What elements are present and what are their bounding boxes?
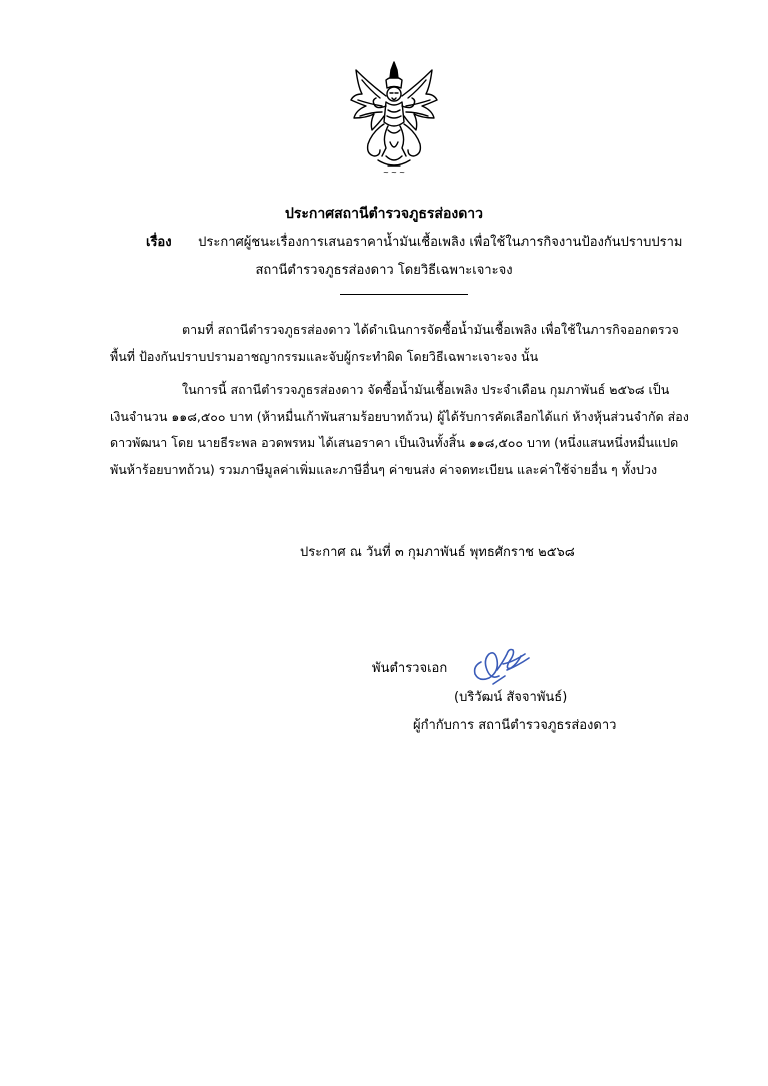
paragraph-2-line-4: พันห้าร้อยบาทถ้วน) รวมภาษีมูลค่าเพิ่มและภาษีอื่นๆ ค่าขนส่ง ค่าจดทะเบียน และค่าใช้จ่ายอื่น ๆ ทั้งปวง xyxy=(110,461,658,477)
divider-line xyxy=(340,294,468,295)
paragraph-1-line-2: พื้นที่ ป้องกันปราบปรามอาชญากรรมและจับผู้กระทำผิด โดยวิธีเฉพาะเจาะจง นั้น xyxy=(110,348,539,364)
svg-text:~ ~ ~: ~ ~ ~ xyxy=(382,169,406,177)
subject-line-1: ประกาศผู้ชนะเรื่องการเสนอราคาน้ำมันเชื้อเพลิง เพื่อใช้ในภารกิจงานป้องกันปราบปราม xyxy=(198,235,683,250)
paragraph-2-line-2: เงินจำนวน ๑๑๘,๕๐๐ บาท (ห้าหมื่นเก้าพันสามร้อยบาทถ้วน) ผู้ได้รับการคัดเลือกได้แก่ ห้างหุ้นส่วนจำกัด ส่อง xyxy=(110,408,689,424)
signature-rank: พันตำรวจเอก xyxy=(372,661,448,676)
paragraph-1 xyxy=(110,317,700,370)
subject-label: เรื่อง xyxy=(146,235,172,250)
paragraph-2 xyxy=(110,377,700,483)
signatory-position: ผู้กำกับการ สถานีตำรวจภูธรส่องดาว xyxy=(413,718,617,733)
handwritten-signature-icon xyxy=(463,640,533,686)
signatory-name: (บริวัฒน์ สัจจาพันธ์) xyxy=(454,690,568,705)
garuda-emblem-icon xyxy=(348,60,440,178)
document-title: ประกาศสถานีตำรวจภูธรส่องดาว xyxy=(284,206,484,222)
paragraph-2-line-1: ในการนี้ สถานีตำรวจภูธรส่องดาว จัดซื้อน้ำมันเชื้อเพลิง ประจำเดือน กุมภาพันธ์ ๒๕๖๘ เป็น xyxy=(182,382,670,397)
announcement-date: ประกาศ ณ วันที่ ๓ กุมภาพันธ์ พุทธศักราช ๒๕๖๘ xyxy=(300,545,575,560)
paragraph-2-line-3: ดาวพัฒนา โดย นายธีระพล อวดพรหม ได้เสนอราคา เป็นเงินทั้งสิ้น ๑๑๘,๕๐๐ บาท (หนึ่งแสนหนึ่งหมื่นแปด xyxy=(110,435,679,450)
paragraph-1-line-1: ตามที่ สถานีตำรวจภูธรส่องดาว ได้ดำเนินการจัดซื้อน้ำมันเชื้อเพลิง เพื่อใช้ในภารกิจออกตรวจ xyxy=(182,322,679,337)
subject-line-2: สถานีตำรวจภูธรส่องดาว โดยวิธีเฉพาะเจาะจง xyxy=(255,263,513,278)
subject-row xyxy=(146,231,683,252)
